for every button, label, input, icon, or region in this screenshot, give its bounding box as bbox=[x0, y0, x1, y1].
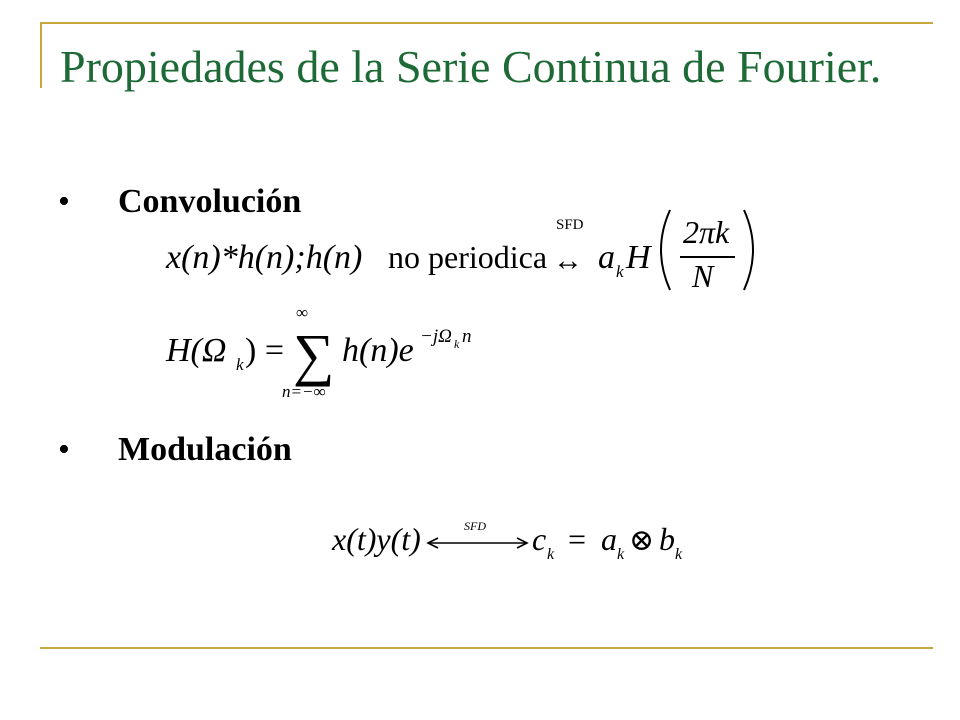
eq-mod-operator: ⊗ bbox=[629, 524, 655, 557]
eq-mod-rhs1-sub: k bbox=[547, 546, 555, 563]
eq-conv-func: H bbox=[626, 239, 651, 276]
eq-mod-rhs3-sub: k bbox=[675, 546, 683, 563]
eq-spec-upper: ∞ bbox=[296, 303, 309, 322]
bullet-convolution: • bbox=[58, 183, 70, 220]
eq-spec-sum: ∑ bbox=[293, 322, 335, 387]
eq-mod-rhs2: a bbox=[601, 521, 617, 557]
eq-spec-exponent-sub: k bbox=[454, 337, 460, 351]
eq-mod-lhs: x(t)y(t) bbox=[332, 521, 421, 557]
eq-spec-exponent: −jΩ bbox=[420, 326, 452, 347]
eq-conv-frac-num: 2πk bbox=[683, 214, 730, 250]
eq-mod-rhs1: c bbox=[532, 521, 547, 557]
heading-convolution: Convolución bbox=[118, 183, 302, 220]
eq-mod-equals: = bbox=[568, 521, 587, 557]
eq-conv-arrow: ↔ bbox=[553, 244, 583, 277]
eq-spec-lhs-sub: k bbox=[236, 355, 244, 374]
heading-modulation: Modulación bbox=[118, 431, 292, 468]
eq-conv-text: no periodica bbox=[388, 239, 548, 275]
slide-title: Propiedades de la Serie Continua de Fourier. bbox=[60, 41, 882, 92]
eq-mod-rhs2-sub: k bbox=[617, 546, 625, 563]
eq-spec-exponent-end: n bbox=[462, 326, 472, 347]
eq-conv-lhs: x(n)*h(n);h(n) bbox=[166, 239, 363, 276]
eq-conv-coef-sub: k bbox=[616, 262, 624, 281]
eq-conv-arrow-label: SFD bbox=[556, 217, 584, 233]
eq-conv-coef: a bbox=[598, 239, 615, 276]
eq-spec-term: h(n)e bbox=[342, 332, 414, 369]
eq-spec-lhs-close: ) = bbox=[245, 332, 284, 369]
eq-mod-rhs3: b bbox=[659, 521, 675, 557]
eq-mod-arrow-label: SFD bbox=[464, 519, 486, 533]
eq-spec-lhs: H(Ω bbox=[166, 332, 227, 369]
eq-spec-lower: n=−∞ bbox=[282, 382, 326, 401]
eq-conv-frac-den: N bbox=[692, 258, 714, 294]
bullet-modulation: • bbox=[58, 431, 70, 468]
